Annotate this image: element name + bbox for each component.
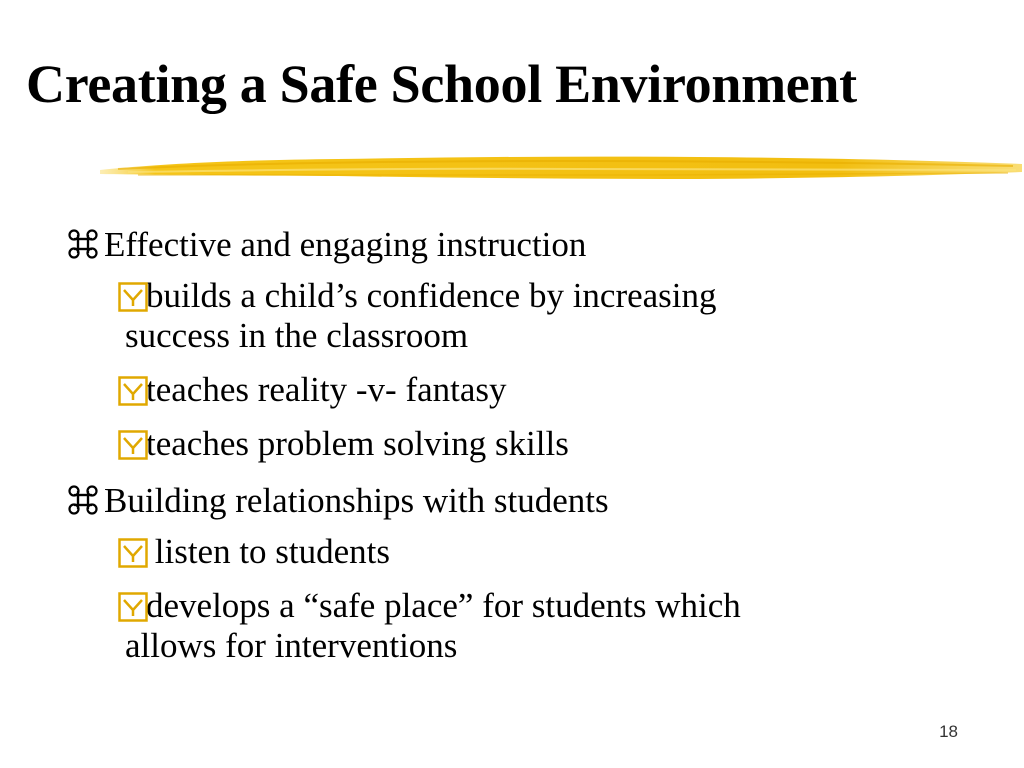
sub-bullet-line: teaches reality -v- fantasy xyxy=(146,370,507,409)
sub-bullet-line: builds a child’s confidence by increasing xyxy=(146,276,717,315)
sub-bullet-line: develops a “safe place” for students which xyxy=(146,586,741,625)
bullet-list xyxy=(62,222,992,680)
sub-bullet-line-continued: success in the classroom xyxy=(125,316,469,355)
sub-bullet-listen xyxy=(62,532,906,572)
bullet-effective-instruction xyxy=(62,222,992,268)
bullet-heading: Building relationships with students xyxy=(104,481,609,520)
page-number: 18 xyxy=(939,722,958,741)
sub-bullet-problem-solving xyxy=(62,424,906,464)
sub-bullet-list xyxy=(62,532,992,666)
bullet-building-relationships xyxy=(62,478,992,524)
sub-bullet-line-continued: allows for interventions xyxy=(125,626,458,665)
slide-title: Creating a Safe School Environment xyxy=(26,54,857,114)
checkbox-icon xyxy=(118,538,148,568)
command-key-icon xyxy=(66,480,100,520)
sub-bullet-line: listen to students xyxy=(146,532,391,571)
checkbox-icon xyxy=(118,430,148,460)
checkbox-icon xyxy=(118,282,148,312)
sub-bullet-safe-place xyxy=(62,586,906,666)
checkbox-icon xyxy=(118,592,148,622)
sub-bullet-list xyxy=(62,276,992,464)
checkbox-icon xyxy=(118,376,148,406)
sub-bullet-confidence xyxy=(62,276,906,356)
bullet-heading: Effective and engaging instruction xyxy=(104,225,587,264)
brush-stroke-divider xyxy=(98,148,1024,188)
command-key-icon xyxy=(66,224,100,264)
sub-bullet-line: teaches problem solving skills xyxy=(146,424,569,463)
sub-bullet-reality xyxy=(62,370,906,410)
